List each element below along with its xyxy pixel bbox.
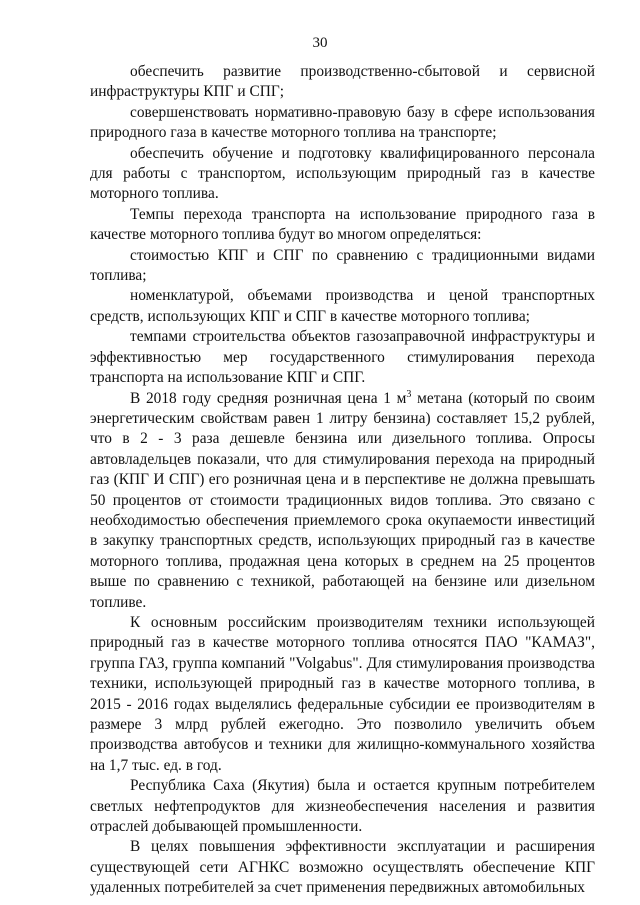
page-number: 30 bbox=[312, 35, 328, 51]
paragraph-vehicle-range: номенклатурой, объемами производства и ценой транспортных средств, использующих КПГ и СПГ в качестве моторного топлива; bbox=[90, 287, 595, 325]
paragraph-agnks-network: В целях повышения эффективности эксплуатации и расширения существующей сети АГНКС возможно осуществлять обеспечение КПГ удаленных потребителей за счет применения передвижных автомобильных bbox=[90, 838, 595, 897]
paragraph-regulatory-base: совершенствовать нормативно-правовую базу в сфере использования природного газа в качестве моторного топлива на транспорте; bbox=[90, 103, 595, 142]
paragraph-transition-rates: Темпы перехода транспорта на использование природного газа в качестве моторного топлива будут во многом определяться: bbox=[90, 205, 595, 244]
paragraph-sakha-consumer: Республика Саха (Якутия) была и остается крупным потребителем светлых нефтепродуктов для жизнеобеспечения населения и развития отраслей добывающей промышленности. bbox=[90, 777, 595, 836]
paragraph-personnel-training: обеспечить обучение и подготовку квалифицированного персонала для работы с транспортом, использующим природный газ в качестве моторного топлива. bbox=[90, 144, 595, 203]
paragraph-infrastructure-pace: темпами строительства объектов газозаправочной инфраструктуры и эффективностью мер государственного стимулирования перехода транспорта на использование КПГ и СПГ. bbox=[90, 328, 595, 387]
paragraph-methane-price bbox=[90, 389, 595, 613]
cubic-meter-superscript: 3 bbox=[406, 388, 412, 400]
methane-price-text-end: метана (который по своим энергетическим свойствам равен 1 литру бензина) составляет 15,2 рублей, что в 2 - 3 раза дешевле бензина или дизельного топлива. Опросы автовладельцев показали, что для стимулирования перехода на природный газ (КПГ И СПГ) его розничная цена и в перспективе не должна превышать 50 процентов от стоимости традиционных видов топлива. Это связано с необходимостью обеспечения приемлемого срока окупаемости инвестиций в закупку транспортных средств, использующих природный газ в качестве моторного топлива, продажная цена которых в среднем на 25 процентов выше по сравнению с техникой, работающей на бензине или дизельном топливе. bbox=[90, 389, 595, 611]
paragraph-manufacturers: К основным российским производителям техники использующей природный газ в качестве моторного топлива относятся ПАО "КАМАЗ", группа ГАЗ, группа компаний "Volgabus". Для стимулирования производства техники, использующей природный газ в качестве моторного топлива, в 2015 - 2016 годах выделялись федеральные субсидии ее производителям в размере 3 млрд рублей ежегодно. Это позволило увеличить объем производства автобусов и техники для жилищно-коммунального хозяйства на 1,7 тыс. ед. в год. bbox=[90, 613, 595, 774]
paragraph-infrastructure-development: обеспечить развитие производственно-сбытовой и сервисной инфраструктуры КПГ и СПГ; bbox=[90, 63, 595, 101]
document-body bbox=[90, 62, 595, 899]
paragraph-fuel-cost: стоимостью КПГ и СПГ по сравнению с традиционными видами топлива; bbox=[90, 246, 595, 285]
methane-price-text-start: В 2018 году средняя розничная цена 1 м bbox=[130, 389, 407, 407]
